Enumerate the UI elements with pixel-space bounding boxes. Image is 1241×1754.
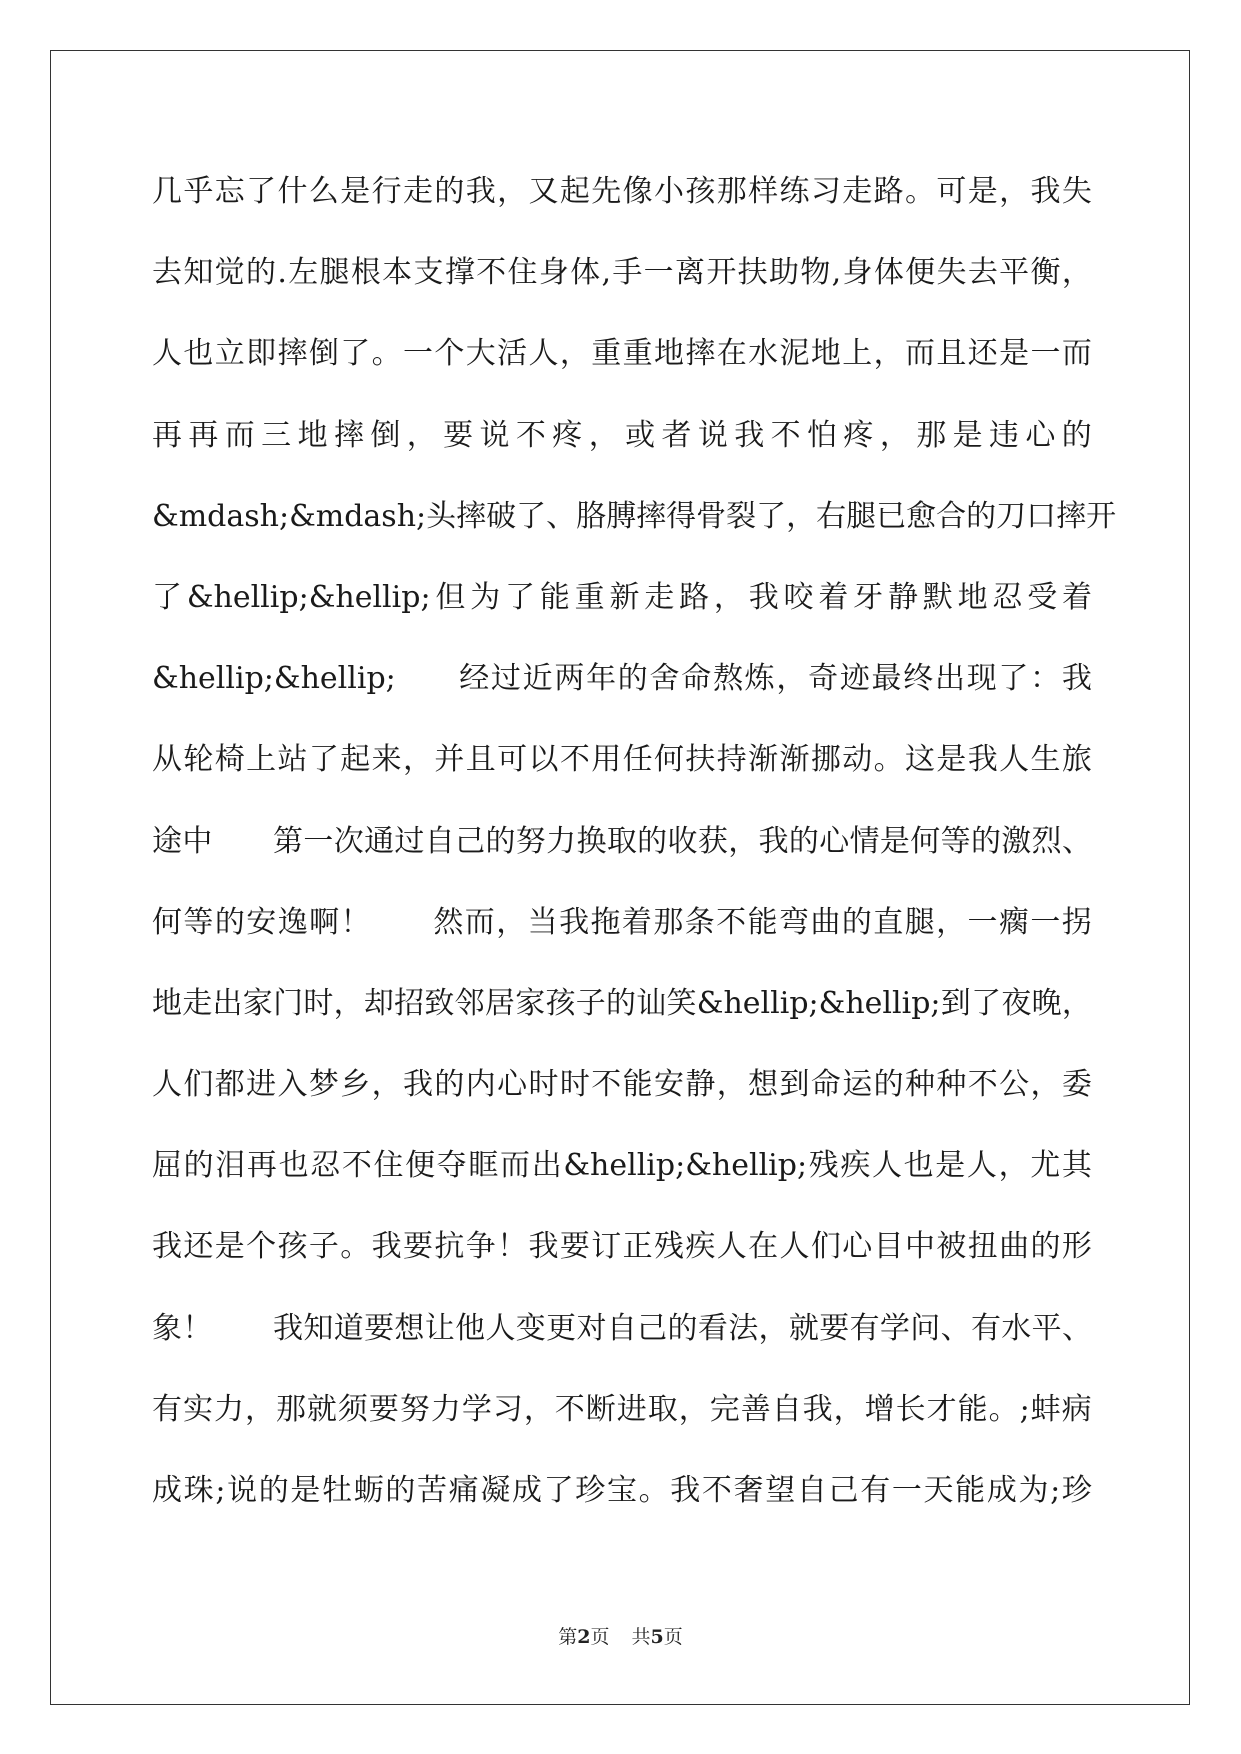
text-line: 人 们 都 进 入 梦 乡 ， 我 的 内 心 时 时 不 能 安 静 ， 想 到 命 运 的 种 种 不 公 ， 委 [152, 1067, 1092, 1103]
text-line: &hellip;&hellip; 经 过 近 两 年 的 舍 命 熬 炼 ， 奇 迹 最 终 出 现 了 ： 我 [152, 661, 1092, 697]
page-prefix: 第 [558, 1626, 578, 1648]
body-text [152, 162, 1117, 1542]
text-line: 途 中 第 一 次 通 过 自 己 的 努 力 换 取 的 收 获 ， 我 的 心 情 是 何 等 的 激 烈 、 [152, 823, 1092, 859]
text-line: 屈 的 泪 再 也 忍 不 住 便 夺 眶 而 出 &hellip;&hellip; 残 疾 人 也 是 人 ， 尤 其 [152, 1148, 1092, 1184]
page-footer [0, 1622, 1241, 1649]
page-suffix: 页 [590, 1626, 610, 1648]
text-line: 人 也 立 即 摔 倒 了 。 一 个 大 活 人 ， 重 重 地 摔 在 水 泥 地 上 ， 而 且 还 是 一 而 [152, 336, 1092, 372]
text-line: 何 等 的 安 逸 啊 ！ 然 而 ， 当 我 拖 着 那 条 不 能 弯 曲 的 直 腿 ， 一 瘸 一 拐 [152, 904, 1092, 940]
text-line: 几 乎 忘 了 什 么 是 行 走 的 我 ， 又 起 先 像 小 孩 那 样 练 习 走 路 。 可 是 ， 我 失 [152, 174, 1092, 209]
text-line: 成 珠 ; 说 的 是 牡 蛎 的 苦 痛 凝 成 了 珍 宝 。 我 不 奢 望 自 己 有 一 天 能 成 为 ; 珍 [152, 1473, 1092, 1508]
total-prefix: 共 [631, 1626, 651, 1648]
text-line: 从 轮 椅 上 站 了 起 来 ， 并 且 可 以 不 用 任 何 扶 持 渐 渐 挪 动 。 这 是 我 人 生 旅 [152, 742, 1092, 778]
text-line: 了 &hellip;&hellip; 但 为 了 能 重 新 走 路 ， 我 咬 着 牙 静 默 地 忍 受 着 [152, 579, 1092, 615]
text-line: 我 还 是 个 孩 子 。 我 要 抗 争 ！ 我 要 订 正 残 疾 人 在 人 们 心 目 中 被 扭 曲 的 形 [152, 1229, 1092, 1265]
total-pages-number: 5 [650, 1626, 664, 1648]
text-line: 再 再 而 三 地 摔 倒 ， 要 说 不 疼 ， 或 者 说 我 不 怕 疼 ， 那 是 违 心 的 [152, 417, 1092, 453]
text-line: 地 走 出 家 门 时 ， 却 招 致 邻 居 家 孩 子 的 讪 笑 &hellip;&hellip; 到 了 夜 晚 ， [152, 985, 1092, 1021]
text-line: &mdash;&mdash; 头 摔 破 了 、 胳 膊 摔 得 骨 裂 了 ， 右 腿 已 愈 合 的 刀 口 摔 开 [152, 498, 1117, 534]
text-line: 有 实 力 ， 那 就 须 要 努 力 学 习 ， 不 断 进 取 ， 完 善 自 我 ， 增 长 才 能 。 ; 蚌 病 [152, 1391, 1092, 1427]
text-line: 象 ！ 我 知 道 要 想 让 他 人 变 更 对 自 己 的 看 法 ， 就 要 有 学 问 、 有 水 平 、 [152, 1310, 1092, 1346]
total-suffix: 页 [663, 1626, 683, 1648]
text-line: 去 知 觉 的 . 左 腿 根 本 支 撑 不 住 身 体 , 手 一 离 开 扶 助 物 , 身 体 便 失 去 平 衡 ， [152, 255, 1092, 291]
current-page-number: 2 [577, 1626, 591, 1648]
